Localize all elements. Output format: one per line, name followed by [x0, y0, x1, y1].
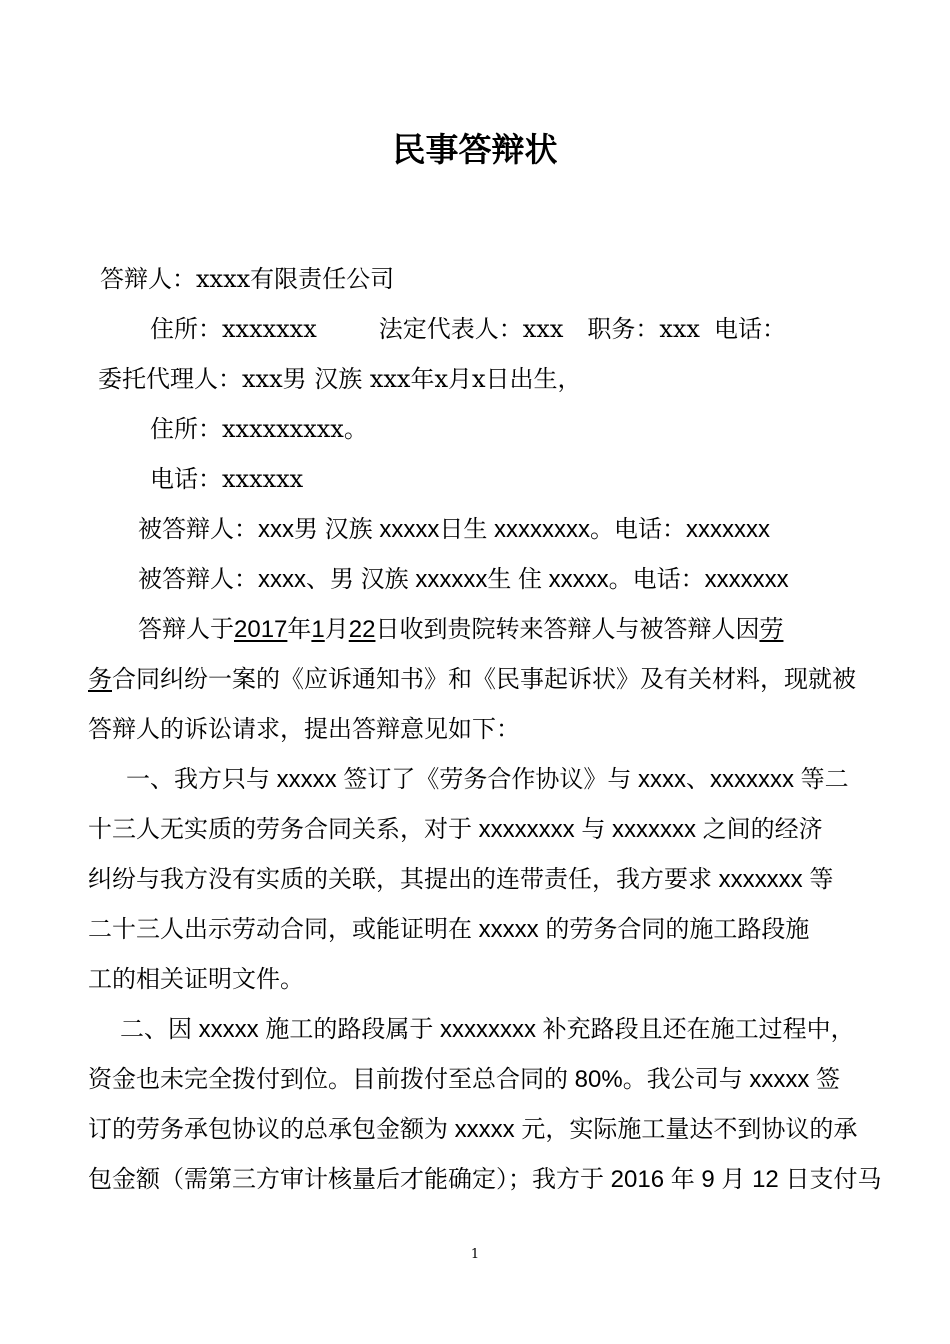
phone-label: 电话：	[713, 315, 786, 343]
point1-line: 一、我方只与 xxxxx 签订了《劳务合作协议》与 xxxx、xxxxxxx 等二	[126, 766, 849, 793]
point1-line: 工的相关证明文件。	[88, 966, 304, 993]
point2-line: 订的劳务承包协议的总承包金额为 xxxxx 元，实际施工量达不到协议的承	[88, 1116, 858, 1143]
agent-line: 委托代理人：xxx男 汉族 xxx年x月x日出生，	[98, 365, 582, 393]
point2-line: 包金额（需第三方审计核量后才能确定）；我方于 2016 年 9 月 12 日支付马	[88, 1166, 882, 1193]
received-year: 2017	[234, 616, 288, 643]
respondent-line: 答辩人：xxxx有限责任公司	[100, 265, 395, 293]
agent-address-line: 住所：xxxxxxxxx。	[150, 415, 368, 443]
received-day: 22	[348, 616, 376, 643]
point2-line: 二、因 xxxxx 施工的路段属于 xxxxxxxx 补充路段且还在施工过程中，	[120, 1016, 855, 1043]
page-number: 1	[470, 1247, 480, 1262]
respondent-info-line	[150, 313, 786, 345]
address: 住所：xxxxxxx	[150, 315, 317, 343]
position: 职务：xxx	[587, 315, 700, 343]
point2-line: 资金也未完全拨付到位。目前拨付至总合同的 80%。我公司与 xxxxx 签	[88, 1066, 841, 1093]
intro-line-3: 答辩人的诉讼请求，提出答辩意见如下：	[88, 715, 520, 743]
intro-line-1: 答辩人于2017年1月22日收到贵院转来答辩人与被答辩人因劳	[138, 615, 784, 643]
point1-line: 纠纷与我方没有实质的关联，其提出的连带责任，我方要求 xxxxxxx 等	[88, 866, 834, 893]
received-month: 1	[311, 616, 325, 643]
legal-representative: 法定代表人：xxx	[378, 315, 564, 343]
defendant-line-1: 被答辩人：xxx男 汉族 xxxxx日生 xxxxxxxx。电话：xxxxxxx	[138, 516, 771, 543]
agent-phone-line: 电话：xxxxxx	[150, 465, 304, 493]
point1-line: 十三人无实质的劳务合同关系，对于 xxxxxxxx 与 xxxxxxx 之间的经济	[88, 816, 823, 843]
defendant-line-2: 被答辩人：xxxx、男 汉族 xxxxxx生 住 xxxxx。电话：xxxxxxx	[138, 566, 789, 593]
document-title: 民事答辩状	[392, 130, 558, 169]
point1-line: 二十三人出示劳动合同，或能证明在 xxxxx 的劳务合同的施工路段施	[88, 916, 810, 943]
intro-line-2: 务合同纠纷一案的《应诉通知书》和《民事起诉状》及有关材料，现就被	[88, 665, 856, 693]
